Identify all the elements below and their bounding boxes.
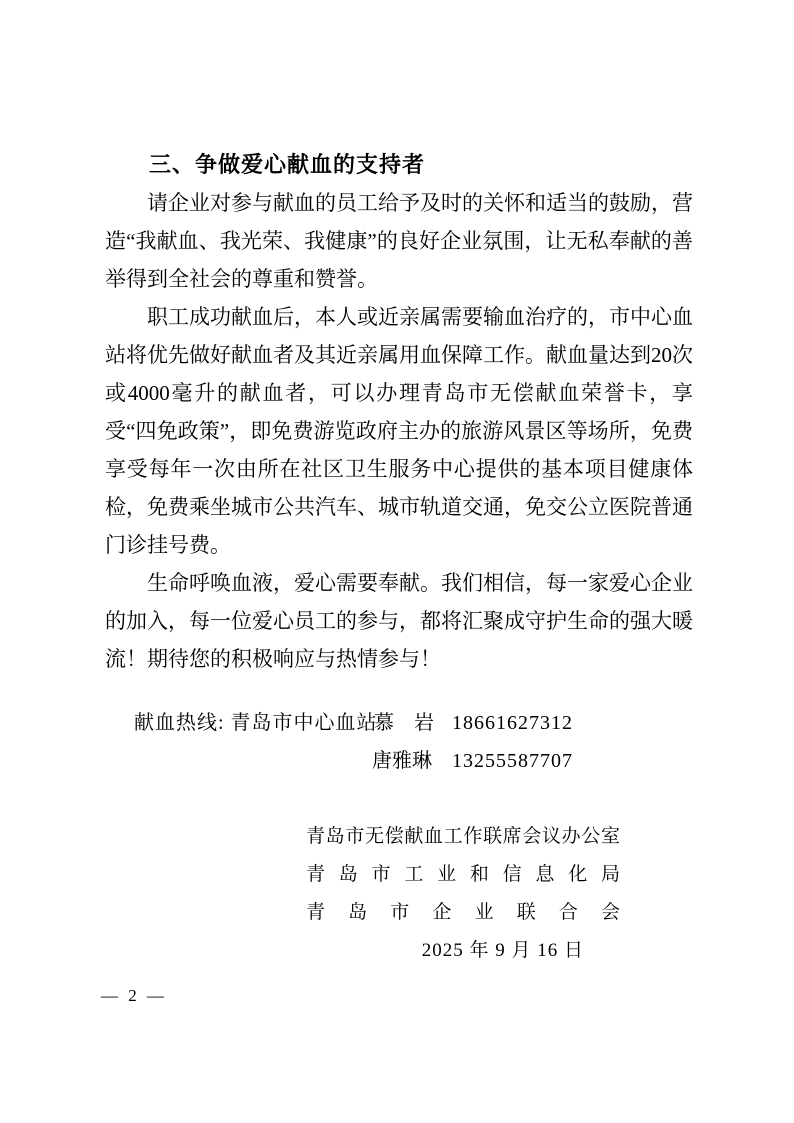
paragraph-closing: 生命呼唤血液，爱心需要奉献。我们相信，每一家爱心企业的加入，每一位爱心员工的参与，都将汇聚成守护生命的强大暖流！期待您的积极响应与热情参与！ xyxy=(105,571,693,671)
hotline-row-2 xyxy=(105,742,693,780)
signature-block xyxy=(306,818,620,970)
paragraph-benefits: 职工成功献血后，本人或近亲属需要输血治疗的，市中心血站将优先做好献血者及其近亲属用血保障工作。献血量达到20次或4000毫升的献血者，可以办理青岛市无偿献血荣誉卡，享受“四免政策”，即免费游览政府主办的旅游风景区等场所，免费享受每年一次由所在社区卫生服务中心提供的基本项目健康体检，免费乘坐城市公共汽车、城市轨道交通，免交公立医院普通门诊挂号费。 xyxy=(105,305,693,557)
hotline-block xyxy=(105,704,693,780)
signature-org-industry-it-bureau: 青岛市工业和信息化局 xyxy=(306,864,620,885)
document-body xyxy=(105,146,693,970)
section-heading: 三、争做爱心献血的支持者 xyxy=(149,152,426,177)
hotline-row-1 xyxy=(105,704,693,742)
page-number: — 2 — xyxy=(101,986,167,1005)
contact-name-1: 慕 岩 xyxy=(374,712,434,734)
contact-phone-1: 18661627312 xyxy=(452,712,573,734)
contact-phone-2: 13255587707 xyxy=(452,750,573,772)
contact-name-2: 唐雅琳 xyxy=(372,750,432,772)
hotline-label: 献血热线: 青岛市中心血站 xyxy=(134,712,378,734)
signature-date: 2025 年 9 月 16 日 xyxy=(421,940,584,961)
signature-org-enterprise-federation: 青岛市企业联合会 xyxy=(306,902,620,923)
paragraph-support: 请企业对参与献血的员工给予及时的关怀和适当的鼓励，营造“我献血、我光荣、我健康”的良好企业氛围，让无私奉献的善举得到全社会的尊重和赞誉。 xyxy=(105,191,693,291)
signature-org-joint-office: 青岛市无偿献血工作联席会议办公室 xyxy=(306,826,620,847)
